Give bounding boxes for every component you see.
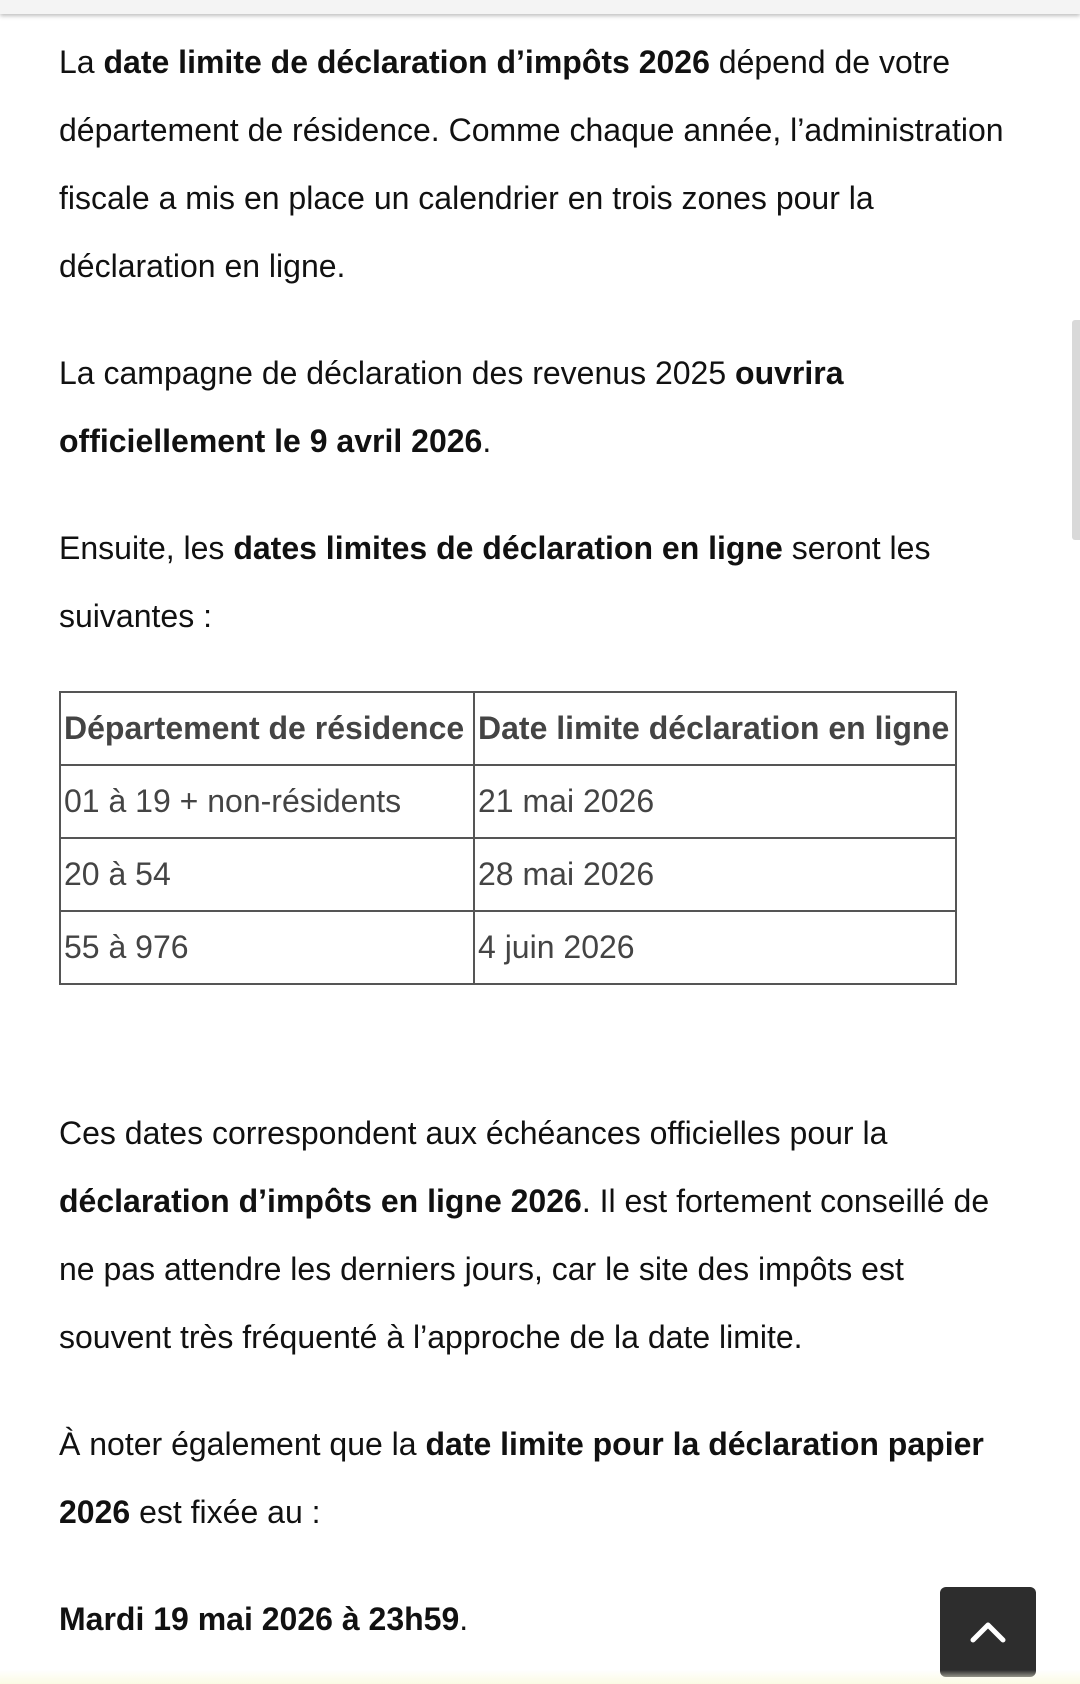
paper-deadline-paragraph: À noter également que la date limite pour la déclaration papier 2026 est fixée au : bbox=[59, 1426, 984, 1530]
table-cell-deadline: 21 mai 2026 bbox=[474, 765, 956, 838]
article-content bbox=[59, 28, 1019, 1653]
deadlines-table bbox=[59, 691, 957, 985]
table-header-row bbox=[60, 692, 956, 765]
deadlines-intro-paragraph: Ensuite, les dates limites de déclaration en ligne seront les suivantes : bbox=[59, 530, 931, 634]
chevron-up-icon bbox=[968, 1619, 1008, 1645]
table-row bbox=[60, 838, 956, 911]
table-row bbox=[60, 911, 956, 984]
table-header-department: Département de résidence bbox=[60, 692, 474, 765]
scrollbar-thumb[interactable] bbox=[1072, 320, 1080, 540]
advice-paragraph: Ces dates correspondent aux échéances officielles pour la déclaration d’impôts en ligne 2026. Il est fortement conseillé de ne pas attendre les derniers jours, car le site des impôts est souvent très fréquenté à l’approche de la date limite. bbox=[59, 1115, 990, 1355]
table-cell-department: 20 à 54 bbox=[60, 838, 474, 911]
table-cell-deadline: 4 juin 2026 bbox=[474, 911, 956, 984]
table-row bbox=[60, 765, 956, 838]
bottom-edge bbox=[0, 1670, 1080, 1684]
table-cell-deadline: 28 mai 2026 bbox=[474, 838, 956, 911]
top-toolbar-edge bbox=[0, 0, 1080, 14]
table-cell-department: 55 à 976 bbox=[60, 911, 474, 984]
table-header-deadline: Date limite déclaration en ligne bbox=[474, 692, 956, 765]
back-to-top-button[interactable] bbox=[940, 1587, 1036, 1677]
campaign-opening-paragraph: La campagne de déclaration des revenus 2025 ouvrira officiellement le 9 avril 2026. bbox=[59, 355, 844, 459]
paper-deadline-date: Mardi 19 mai 2026 à 23h59. bbox=[59, 1601, 469, 1637]
intro-paragraph: La date limite de déclaration d’impôts 2026 dépend de votre département de résidence. Comme chaque année, l’administration fiscale a mis en place un calendrier en trois zones pour la déclaration en ligne. bbox=[59, 44, 1004, 284]
table-cell-department: 01 à 19 + non-résidents bbox=[60, 765, 474, 838]
